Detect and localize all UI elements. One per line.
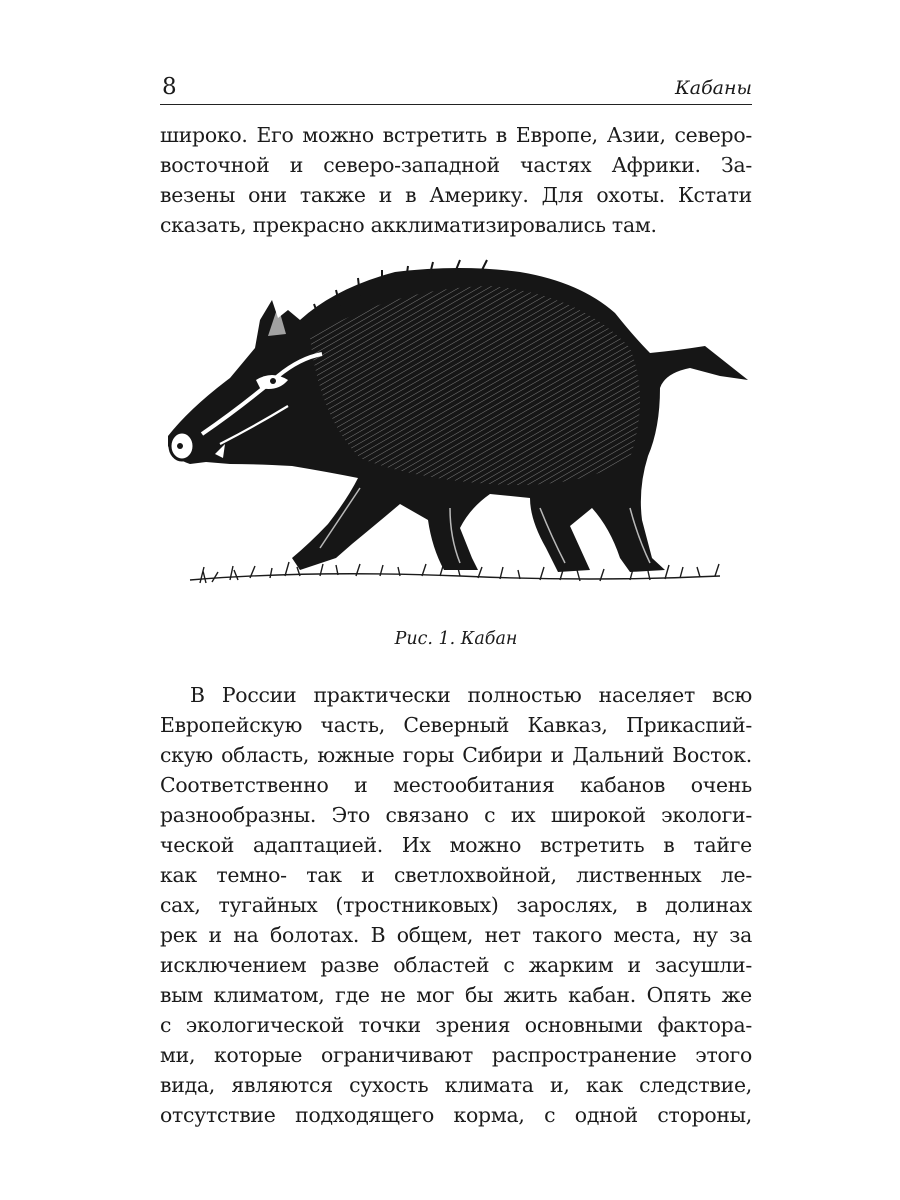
text-line: восточной и северо-западной частях Африки. За- <box>160 153 752 177</box>
text-line: В России практически полностью населяет всю <box>190 683 752 707</box>
running-header <box>160 74 752 105</box>
text-line: Соответственно и местообитания кабанов очень <box>160 773 752 797</box>
text-line: широко. Его можно встретить в Европе, Азии, северо- <box>160 123 752 147</box>
text-line: вида, являются сухость климата и, как следствие, <box>160 1073 752 1097</box>
text-line: ческой адаптацией. Их можно встретить в тайге <box>160 833 752 857</box>
figure-caption: Рис. 1. Кабан <box>394 629 518 649</box>
text-line: отсутствие подходящего корма, с одной стороны, <box>160 1103 752 1127</box>
text-line: везены они также и в Америку. Для охоты. Кстати <box>160 183 752 207</box>
text-line: ми, которые ограничивают распространение этого <box>160 1043 752 1067</box>
boar-figure <box>160 258 752 608</box>
text-line: сказать, прекрасно акклиматизировались там. <box>160 213 657 237</box>
paragraph-main <box>160 680 752 1130</box>
text-line: сах, тугайных (тростниковых) зарослях, в долинах <box>160 893 752 917</box>
text-line: как темно- так и светлохвойной, лиственных ле- <box>160 863 752 887</box>
page-number: 8 <box>162 74 177 100</box>
text-line: исключением разве областей с жарким и засушли- <box>160 953 752 977</box>
text-line: рек и на болотах. В общем, нет такого места, ну за <box>160 923 752 947</box>
text-line: разнообразны. Это связано с их широкой экологи- <box>160 803 752 827</box>
paragraph-top <box>160 120 752 240</box>
running-title: Кабаны <box>675 77 752 99</box>
text-line: с экологической точки зрения основными фактора- <box>160 1013 752 1037</box>
text-line: вым климатом, где не мог бы жить кабан. Опять же <box>160 983 752 1007</box>
text-line: Европейскую часть, Северный Кавказ, Прикаспий- <box>160 713 752 737</box>
wild-boar-icon <box>160 258 752 608</box>
text-line: скую область, южные горы Сибири и Дальний Восток. <box>160 743 752 767</box>
